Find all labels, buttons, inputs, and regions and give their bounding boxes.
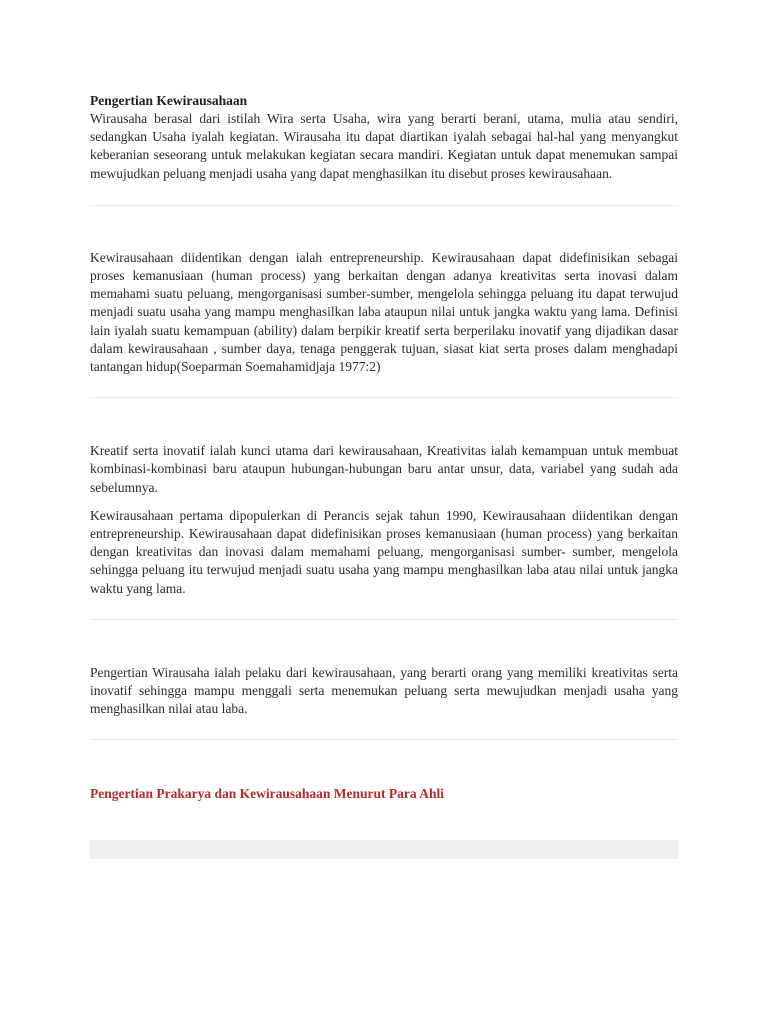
section-heading-prakarya: Pengertian Prakarya dan Kewirausahaan Menurut Para Ahli [90,786,444,802]
paragraph-3: Kreatif serta inovatif ialah kunci utama dari kewirausahaan, Kreativitas ialah kemampuan untuk membuat kombinasi-kombinasi baru ataupun hubungan-hubungan baru antar unsur, data, variabel yang sudah ada sebelumnya. [90,443,678,495]
paragraph-4: Kewirausahaan pertama dipopulerkan di Perancis sejak tahun 1990, Kewirausahaan diidentikan dengan entrepreneurship. Kewirausahaan dapat didefinisikan proses kemanusiaan (human process) yang berkaitan dengan kreativitas dan inovasi dalam memahami peluang, mengorganisasi sumber- sumber, mengelola sehingga peluang itu terwujud menjadi suatu usaha yang mampu menghasilkan laba atau nilai untuk jangka waktu yang lama. [90,507,678,596]
divider-1 [90,205,678,206]
divider-3 [90,619,678,620]
divider-4 [90,739,678,740]
divider-2 [90,397,678,398]
paragraph-5: Pengertian Wirausaha ialah pelaku dari kewirausahaan, yang berarti orang yang memiliki kreativitas serta inovatif sehingga mampu menggali serta menemukan peluang serta mewujudkan menjadi usaha yang menghasilkan nilai atau laba. [90,664,678,717]
paragraph-2: Kewirausahaan diidentikan dengan ialah entrepreneurship. Kewirausahaan dapat didefinisikan sebagai proses kemanusiaan (human process) yang berkaitan dengan adanya kreativitas serta inovasi dalam memahami suatu peluang, mengorganisasi sumber-sumber, mengelola sehingga peluang itu dapat terwujud menjadi suatu usaha yang mampu menghasilkan laba ataupun nilai untuk jangka waktu yang lama. Definisi lain iyalah suatu kemampuan (ability) dalam berpikir kreatif serta berperilaku inovatif yang dijadikan dasar dalam kewirausahaan , sumber daya, tenaga penggerak tujuan, siasat kiat serta proses dalam menghadapi tantangan hidup(Soeparman Soemahamidjaja 1977:2) [90,249,678,375]
content-placeholder-bar [90,840,678,859]
paragraph-1: Wirausaha berasal dari istilah Wira serta Usaha, wira yang berarti berani, utama, mulia atau sendiri, sedangkan Usaha iyalah kegiatan. Wirausaha itu dapat diartikan iyalah sebagai hal-hal yang menyangkut keberanian seseorang untuk melakukan kegiatan secara mandiri. Kegiatan untuk dapat menemukan sampai mewujudkan peluang menjadi usaha yang dapat menghasilkan itu disebut proses kewirausahaan. [90,111,678,181]
section-heading-pengertian-kewirausahaan: Pengertian Kewirausahaan [90,93,248,108]
document-page [90,92,678,859]
